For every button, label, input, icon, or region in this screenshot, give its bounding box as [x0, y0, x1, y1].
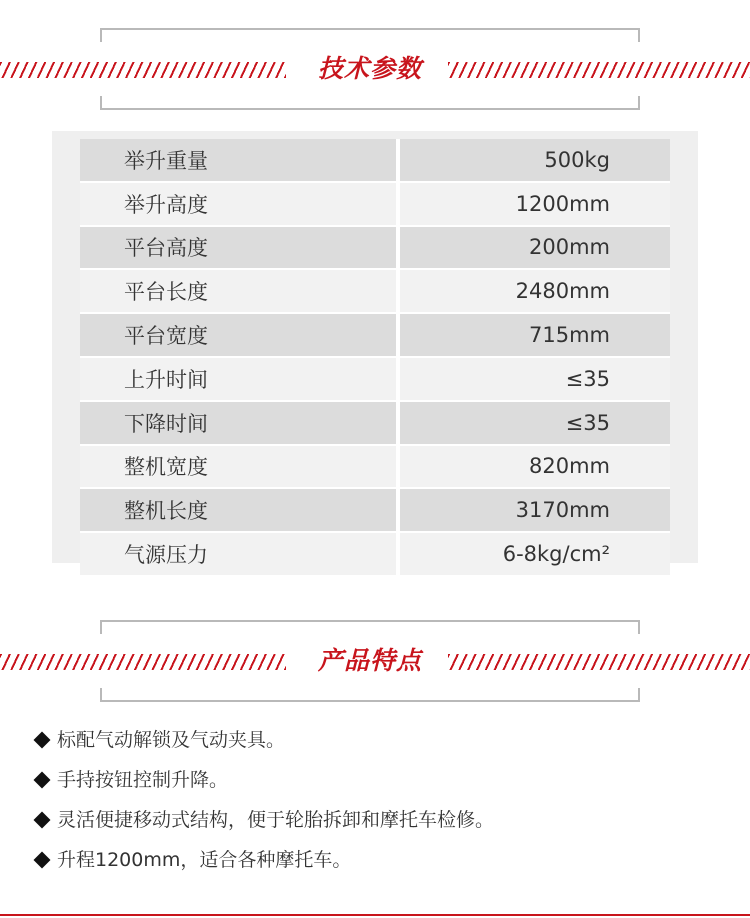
header-stripes-right [448, 654, 750, 670]
list-item [32, 760, 732, 800]
spec-name: 平台长度 [80, 269, 398, 313]
features-section-header [0, 620, 750, 702]
spec-value: 3170mm [398, 488, 670, 532]
table-row [80, 532, 670, 576]
header-bracket-bottom [100, 688, 640, 702]
spec-name: 整机宽度 [80, 445, 398, 489]
spec-value: 2480mm [398, 269, 670, 313]
spec-value: 500kg [398, 139, 670, 182]
table-row [80, 445, 670, 489]
header-bracket-top [100, 620, 640, 634]
spec-value: 820mm [398, 445, 670, 489]
spec-value: 715mm [398, 313, 670, 357]
table-row [80, 401, 670, 445]
feature-text: 灵活便捷移动式结构，便于轮胎拆卸和摩托车检修。 [57, 809, 495, 831]
spec-value: 1200mm [398, 182, 670, 226]
header-stripes-right [448, 62, 750, 78]
list-item [32, 720, 732, 760]
specs-section-title: 技术参数 [300, 52, 440, 86]
specs-table [80, 139, 670, 577]
spec-value: 200mm [398, 226, 670, 270]
spec-name: 下降时间 [80, 401, 398, 445]
header-bracket-top [100, 28, 640, 42]
feature-text: 升程1200mm，适合各种摩托车。 [57, 849, 352, 871]
table-row [80, 269, 670, 313]
specs-section-header [0, 28, 750, 110]
table-row [80, 139, 670, 182]
bottom-divider [0, 914, 750, 916]
header-stripes-left [0, 654, 286, 670]
spec-name: 上升时间 [80, 357, 398, 401]
spec-name: 整机长度 [80, 488, 398, 532]
features-list [32, 720, 732, 880]
diamond-bullet-icon [34, 732, 51, 749]
table-row [80, 313, 670, 357]
spec-value: ≤35 [398, 357, 670, 401]
table-row [80, 488, 670, 532]
header-stripes-left [0, 62, 286, 78]
table-row [80, 182, 670, 226]
list-item [32, 800, 732, 840]
spec-name: 平台宽度 [80, 313, 398, 357]
table-row [80, 226, 670, 270]
feature-text: 手持按钮控制升降。 [57, 769, 229, 791]
feature-text: 标配气动解锁及气动夹具。 [57, 729, 286, 751]
diamond-bullet-icon [34, 772, 51, 789]
spec-name: 气源压力 [80, 532, 398, 576]
diamond-bullet-icon [34, 812, 51, 829]
spec-name: 举升高度 [80, 182, 398, 226]
spec-value: 6-8kg/cm² [398, 532, 670, 576]
header-bracket-bottom [100, 96, 640, 110]
spec-name: 平台高度 [80, 226, 398, 270]
list-item [32, 840, 732, 880]
diamond-bullet-icon [34, 852, 51, 869]
features-section-title: 产品特点 [300, 644, 440, 678]
table-row [80, 357, 670, 401]
spec-name: 举升重量 [80, 139, 398, 182]
spec-value: ≤35 [398, 401, 670, 445]
